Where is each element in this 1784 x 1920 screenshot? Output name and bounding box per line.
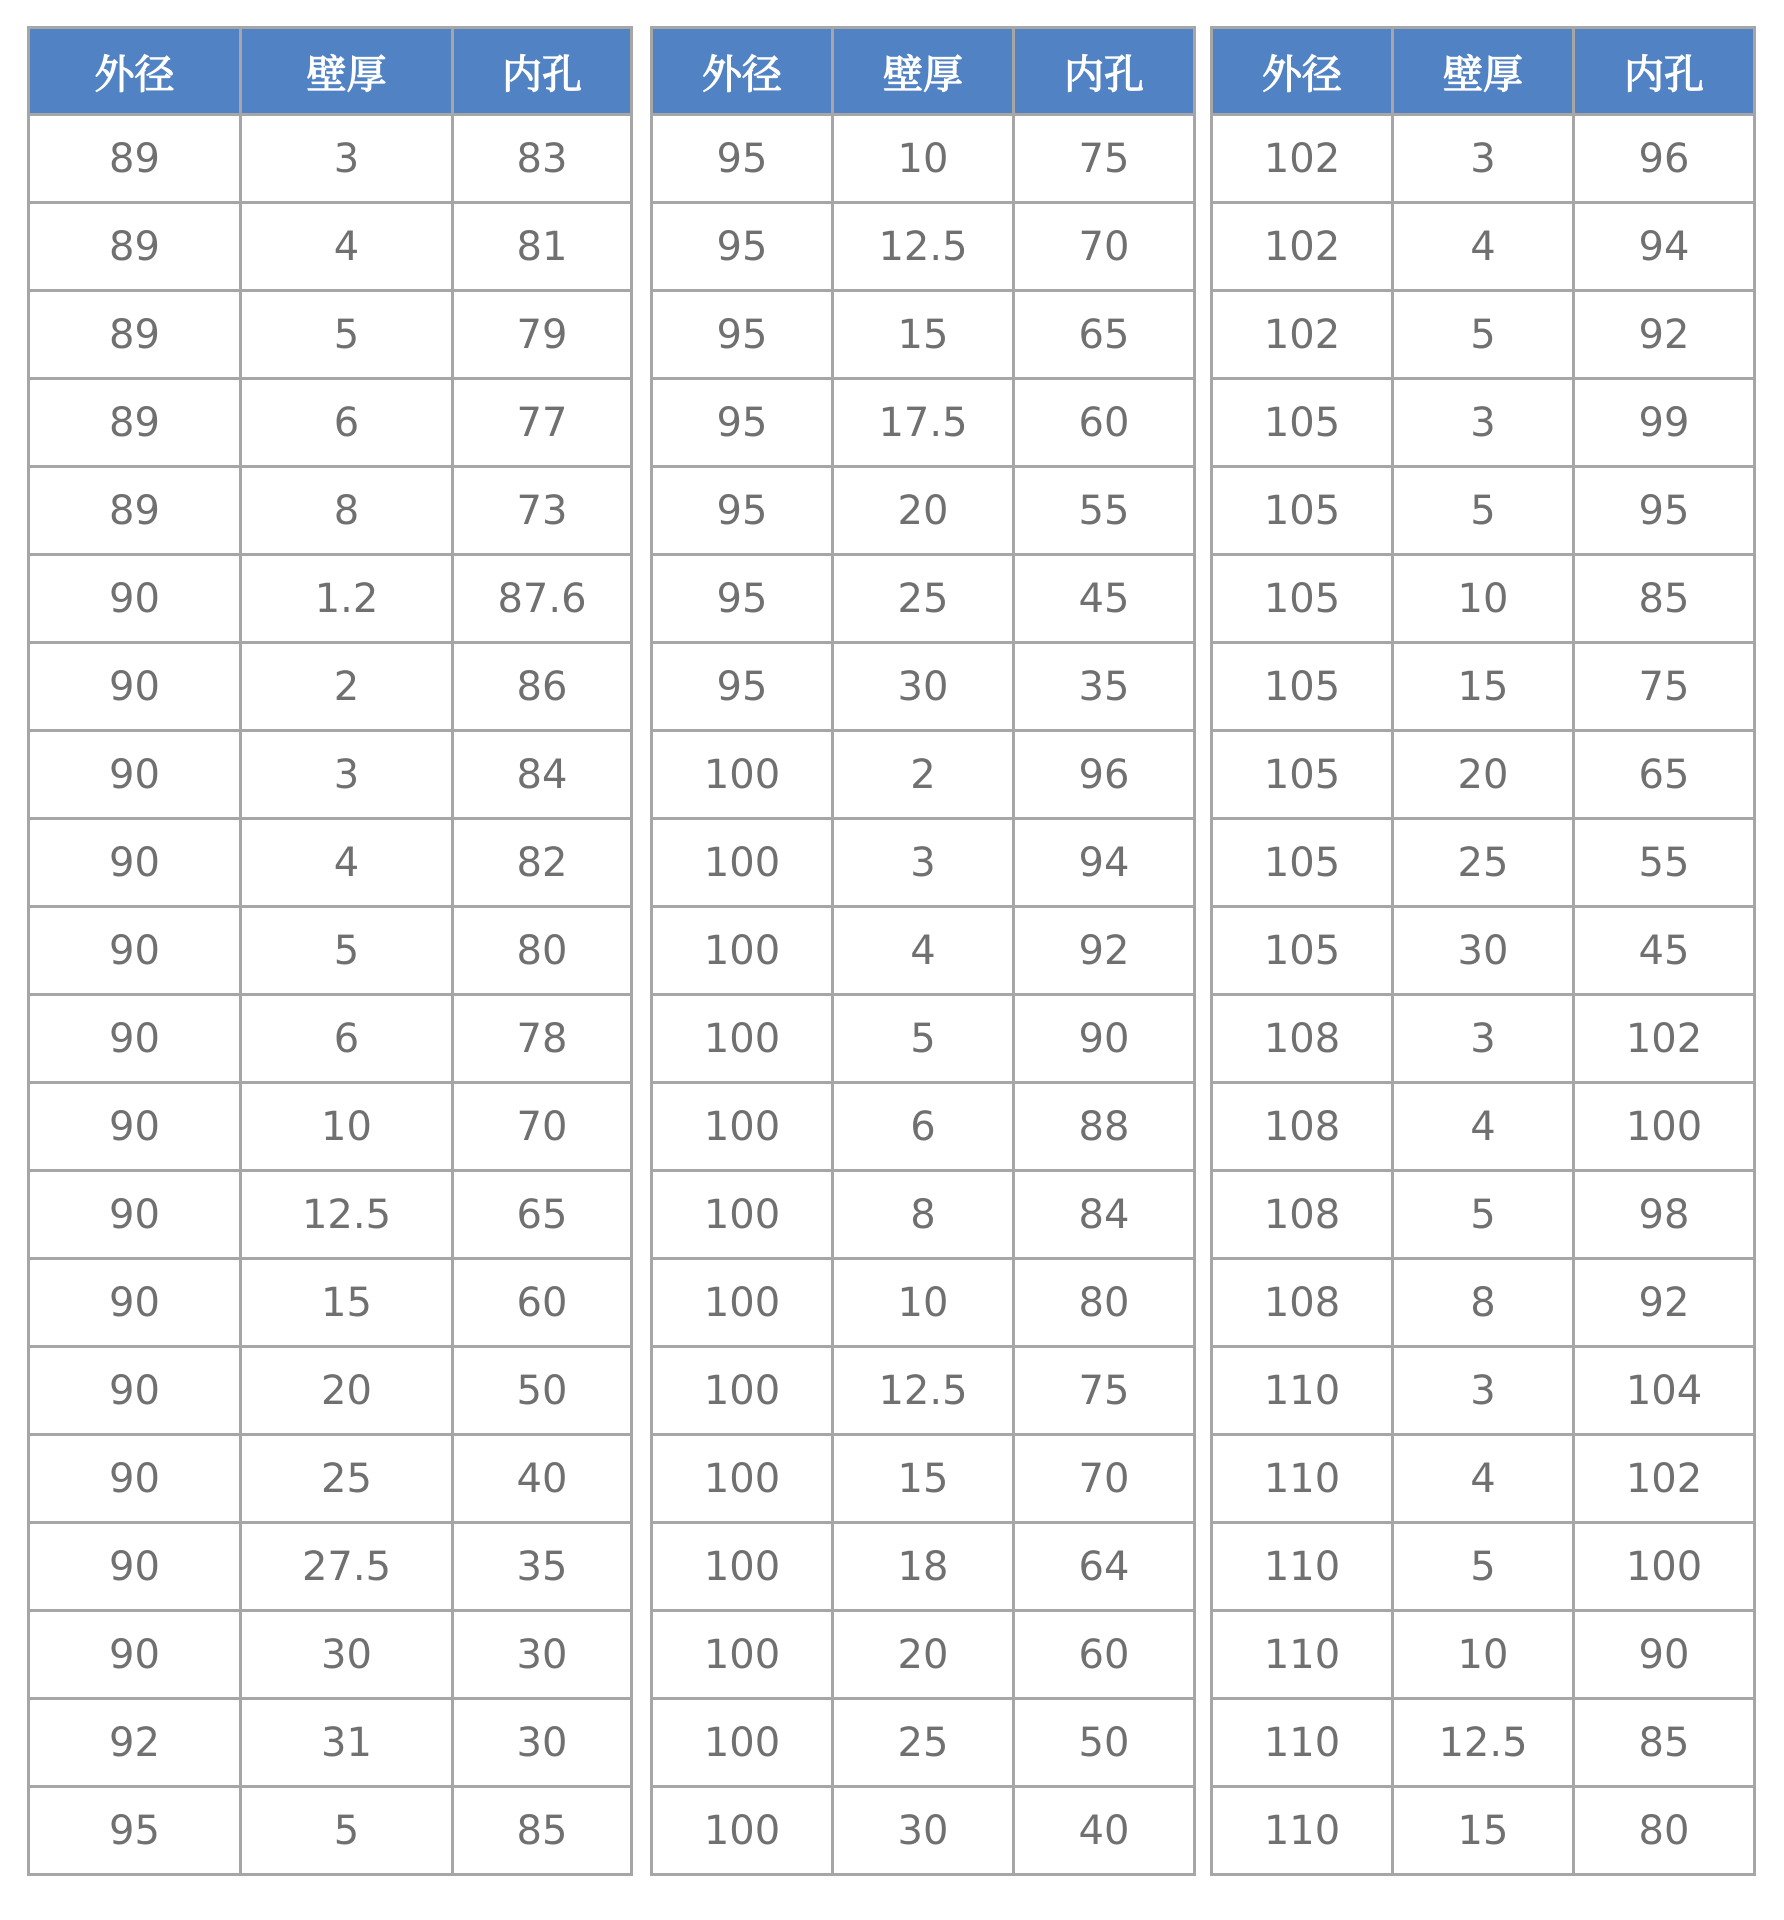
cell-inner-hole: 30 (453, 1611, 632, 1699)
cell-wall-thickness: 3 (1393, 379, 1574, 467)
cell-outer-diameter: 90 (29, 731, 241, 819)
cell-inner-hole: 98 (1574, 1171, 1755, 1259)
cell-inner-hole: 94 (1574, 203, 1755, 291)
table-row (652, 467, 1195, 555)
cell-wall-thickness: 15 (241, 1259, 453, 1347)
cell-inner-hole: 86 (453, 643, 632, 731)
table-row (652, 379, 1195, 467)
cell-inner-hole: 75 (1574, 643, 1755, 731)
cell-outer-diameter: 100 (652, 907, 833, 995)
cell-outer-diameter: 95 (652, 467, 833, 555)
table-row (1212, 819, 1755, 907)
cell-wall-thickness: 25 (833, 555, 1014, 643)
table-row (1212, 907, 1755, 995)
cell-wall-thickness: 12.5 (241, 1171, 453, 1259)
header-wall-thickness: 壁厚 (833, 28, 1014, 115)
table-row (1212, 203, 1755, 291)
cell-inner-hole: 65 (1014, 291, 1195, 379)
cell-outer-diameter: 90 (29, 643, 241, 731)
cell-outer-diameter: 110 (1212, 1523, 1393, 1611)
table-row (1212, 1787, 1755, 1875)
cell-wall-thickness: 6 (241, 379, 453, 467)
cell-outer-diameter: 90 (29, 995, 241, 1083)
cell-wall-thickness: 8 (833, 1171, 1014, 1259)
cell-outer-diameter: 100 (652, 1171, 833, 1259)
table-row (1212, 1259, 1755, 1347)
cell-wall-thickness: 15 (1393, 643, 1574, 731)
table-row (29, 203, 632, 291)
table-row (1212, 555, 1755, 643)
table-row (652, 1083, 1195, 1171)
cell-outer-diameter: 100 (652, 1523, 833, 1611)
cell-wall-thickness: 1.2 (241, 555, 453, 643)
cell-wall-thickness: 8 (1393, 1259, 1574, 1347)
table-row (652, 1171, 1195, 1259)
cell-inner-hole: 75 (1014, 1347, 1195, 1435)
cell-wall-thickness: 15 (833, 1435, 1014, 1523)
cell-inner-hole: 40 (1014, 1787, 1195, 1875)
cell-wall-thickness: 12.5 (1393, 1699, 1574, 1787)
cell-outer-diameter: 110 (1212, 1347, 1393, 1435)
table-row (29, 379, 632, 467)
header-outer-diameter: 外径 (29, 28, 241, 115)
cell-wall-thickness: 4 (241, 819, 453, 907)
cell-inner-hole: 84 (1014, 1171, 1195, 1259)
cell-wall-thickness: 5 (1393, 467, 1574, 555)
cell-outer-diameter: 110 (1212, 1699, 1393, 1787)
cell-inner-hole: 45 (1014, 555, 1195, 643)
cell-wall-thickness: 5 (1393, 291, 1574, 379)
cell-wall-thickness: 3 (1393, 1347, 1574, 1435)
table-row (652, 1259, 1195, 1347)
table-row (1212, 467, 1755, 555)
table-row (29, 555, 632, 643)
table-row (29, 907, 632, 995)
table-row (652, 995, 1195, 1083)
cell-wall-thickness: 27.5 (241, 1523, 453, 1611)
cell-outer-diameter: 108 (1212, 1259, 1393, 1347)
cell-outer-diameter: 105 (1212, 467, 1393, 555)
cell-outer-diameter: 95 (29, 1787, 241, 1875)
cell-outer-diameter: 90 (29, 1171, 241, 1259)
cell-inner-hole: 79 (453, 291, 632, 379)
table-row (652, 907, 1195, 995)
cell-wall-thickness: 15 (1393, 1787, 1574, 1875)
header-wall-thickness: 壁厚 (1393, 28, 1574, 115)
table-row (29, 1611, 632, 1699)
cell-inner-hole: 35 (1014, 643, 1195, 731)
cell-outer-diameter: 95 (652, 115, 833, 203)
header-inner-hole: 内孔 (1574, 28, 1755, 115)
cell-wall-thickness: 2 (833, 731, 1014, 819)
cell-outer-diameter: 105 (1212, 643, 1393, 731)
table-row (1212, 1699, 1755, 1787)
cell-outer-diameter: 90 (29, 819, 241, 907)
cell-wall-thickness: 10 (241, 1083, 453, 1171)
table-row (29, 1787, 632, 1875)
cell-inner-hole: 102 (1574, 995, 1755, 1083)
cell-wall-thickness: 4 (241, 203, 453, 291)
cell-inner-hole: 45 (1574, 907, 1755, 995)
cell-wall-thickness: 3 (241, 115, 453, 203)
cell-inner-hole: 73 (453, 467, 632, 555)
cell-inner-hole: 81 (453, 203, 632, 291)
cell-outer-diameter: 90 (29, 1611, 241, 1699)
cell-outer-diameter: 95 (652, 379, 833, 467)
cell-outer-diameter: 105 (1212, 731, 1393, 819)
cell-outer-diameter: 95 (652, 203, 833, 291)
cell-outer-diameter: 89 (29, 203, 241, 291)
cell-wall-thickness: 18 (833, 1523, 1014, 1611)
cell-inner-hole: 87.6 (453, 555, 632, 643)
cell-outer-diameter: 102 (1212, 115, 1393, 203)
cell-wall-thickness: 6 (241, 995, 453, 1083)
cell-inner-hole: 84 (453, 731, 632, 819)
cell-wall-thickness: 20 (1393, 731, 1574, 819)
cell-wall-thickness: 4 (833, 907, 1014, 995)
cell-outer-diameter: 90 (29, 1259, 241, 1347)
table-row (1212, 115, 1755, 203)
header-inner-hole: 内孔 (453, 28, 632, 115)
cell-outer-diameter: 100 (652, 1435, 833, 1523)
table-row (29, 1523, 632, 1611)
cell-wall-thickness: 3 (1393, 995, 1574, 1083)
cell-outer-diameter: 100 (652, 1083, 833, 1171)
table-row (1212, 995, 1755, 1083)
table-row (1212, 291, 1755, 379)
table-row (1212, 1083, 1755, 1171)
cell-inner-hole: 55 (1014, 467, 1195, 555)
cell-outer-diameter: 108 (1212, 995, 1393, 1083)
cell-outer-diameter: 105 (1212, 555, 1393, 643)
cell-wall-thickness: 30 (833, 643, 1014, 731)
table-row (29, 819, 632, 907)
cell-outer-diameter: 100 (652, 1259, 833, 1347)
cell-inner-hole: 60 (1014, 379, 1195, 467)
cell-inner-hole: 85 (1574, 555, 1755, 643)
table-row (652, 1435, 1195, 1523)
table-row (652, 1699, 1195, 1787)
cell-inner-hole: 92 (1574, 291, 1755, 379)
cell-wall-thickness: 25 (1393, 819, 1574, 907)
table-row (652, 1787, 1195, 1875)
table-row (29, 291, 632, 379)
cell-outer-diameter: 108 (1212, 1171, 1393, 1259)
table-header-row (1212, 28, 1755, 115)
cell-wall-thickness: 10 (833, 115, 1014, 203)
cell-inner-hole: 78 (453, 995, 632, 1083)
cell-inner-hole: 90 (1574, 1611, 1755, 1699)
cell-inner-hole: 30 (453, 1699, 632, 1787)
table-row (1212, 643, 1755, 731)
cell-inner-hole: 85 (1574, 1699, 1755, 1787)
table-row (29, 995, 632, 1083)
table-row (29, 1259, 632, 1347)
cell-inner-hole: 40 (453, 1435, 632, 1523)
cell-inner-hole: 96 (1014, 731, 1195, 819)
cell-inner-hole: 95 (1574, 467, 1755, 555)
table-header-row (29, 28, 632, 115)
cell-inner-hole: 100 (1574, 1083, 1755, 1171)
cell-outer-diameter: 102 (1212, 203, 1393, 291)
header-outer-diameter: 外径 (652, 28, 833, 115)
cell-outer-diameter: 89 (29, 467, 241, 555)
cell-wall-thickness: 15 (833, 291, 1014, 379)
cell-outer-diameter: 100 (652, 731, 833, 819)
cell-wall-thickness: 10 (1393, 555, 1574, 643)
cell-inner-hole: 50 (453, 1347, 632, 1435)
cell-wall-thickness: 10 (1393, 1611, 1574, 1699)
cell-outer-diameter: 89 (29, 115, 241, 203)
cell-outer-diameter: 110 (1212, 1787, 1393, 1875)
table-row (29, 1171, 632, 1259)
cell-wall-thickness: 30 (833, 1787, 1014, 1875)
table-row (652, 115, 1195, 203)
cell-outer-diameter: 102 (1212, 291, 1393, 379)
table-row (652, 643, 1195, 731)
cell-inner-hole: 70 (453, 1083, 632, 1171)
header-inner-hole: 内孔 (1014, 28, 1195, 115)
table-row (652, 203, 1195, 291)
cell-inner-hole: 80 (1014, 1259, 1195, 1347)
cell-outer-diameter: 90 (29, 907, 241, 995)
cell-inner-hole: 99 (1574, 379, 1755, 467)
cell-outer-diameter: 90 (29, 1083, 241, 1171)
cell-wall-thickness: 17.5 (833, 379, 1014, 467)
cell-wall-thickness: 5 (241, 907, 453, 995)
table-row (652, 731, 1195, 819)
cell-wall-thickness: 5 (833, 995, 1014, 1083)
cell-outer-diameter: 110 (1212, 1435, 1393, 1523)
table-row (1212, 731, 1755, 819)
cell-wall-thickness: 31 (241, 1699, 453, 1787)
header-wall-thickness: 壁厚 (241, 28, 453, 115)
cell-inner-hole: 104 (1574, 1347, 1755, 1435)
cell-inner-hole: 92 (1014, 907, 1195, 995)
cell-inner-hole: 100 (1574, 1523, 1755, 1611)
cell-wall-thickness: 20 (833, 1611, 1014, 1699)
cell-wall-thickness: 12.5 (833, 1347, 1014, 1435)
cell-inner-hole: 96 (1574, 115, 1755, 203)
table-row (29, 1699, 632, 1787)
cell-wall-thickness: 2 (241, 643, 453, 731)
spec-table-1 (27, 26, 633, 1876)
cell-inner-hole: 94 (1014, 819, 1195, 907)
cell-outer-diameter: 100 (652, 1611, 833, 1699)
cell-outer-diameter: 110 (1212, 1611, 1393, 1699)
cell-inner-hole: 55 (1574, 819, 1755, 907)
cell-outer-diameter: 105 (1212, 819, 1393, 907)
cell-inner-hole: 35 (453, 1523, 632, 1611)
cell-inner-hole: 85 (453, 1787, 632, 1875)
table-row (29, 1083, 632, 1171)
cell-wall-thickness: 6 (833, 1083, 1014, 1171)
cell-wall-thickness: 20 (241, 1347, 453, 1435)
cell-inner-hole: 75 (1014, 115, 1195, 203)
cell-inner-hole: 92 (1574, 1259, 1755, 1347)
cell-outer-diameter: 89 (29, 291, 241, 379)
cell-wall-thickness: 30 (1393, 907, 1574, 995)
table-row (29, 1347, 632, 1435)
cell-outer-diameter: 100 (652, 1347, 833, 1435)
cell-inner-hole: 70 (1014, 1435, 1195, 1523)
table-row (1212, 1347, 1755, 1435)
cell-outer-diameter: 108 (1212, 1083, 1393, 1171)
cell-wall-thickness: 3 (241, 731, 453, 819)
cell-inner-hole: 82 (453, 819, 632, 907)
cell-outer-diameter: 90 (29, 1435, 241, 1523)
table-row (29, 1435, 632, 1523)
table-row (652, 1347, 1195, 1435)
spec-table-3 (1210, 26, 1756, 1876)
header-outer-diameter: 外径 (1212, 28, 1393, 115)
cell-wall-thickness: 5 (241, 1787, 453, 1875)
table-row (29, 115, 632, 203)
cell-wall-thickness: 5 (1393, 1171, 1574, 1259)
cell-outer-diameter: 90 (29, 1347, 241, 1435)
cell-wall-thickness: 20 (833, 467, 1014, 555)
table-row (1212, 1171, 1755, 1259)
table-row (1212, 1435, 1755, 1523)
table-header-row (652, 28, 1195, 115)
cell-outer-diameter: 90 (29, 1523, 241, 1611)
cell-inner-hole: 88 (1014, 1083, 1195, 1171)
cell-wall-thickness: 30 (241, 1611, 453, 1699)
table-row (652, 819, 1195, 907)
cell-outer-diameter: 105 (1212, 379, 1393, 467)
cell-outer-diameter: 95 (652, 555, 833, 643)
cell-outer-diameter: 100 (652, 995, 833, 1083)
cell-wall-thickness: 4 (1393, 1083, 1574, 1171)
cell-inner-hole: 60 (1014, 1611, 1195, 1699)
cell-outer-diameter: 100 (652, 1699, 833, 1787)
cell-inner-hole: 102 (1574, 1435, 1755, 1523)
cell-outer-diameter: 100 (652, 819, 833, 907)
cell-inner-hole: 65 (453, 1171, 632, 1259)
table-row (29, 643, 632, 731)
cell-wall-thickness: 12.5 (833, 203, 1014, 291)
cell-wall-thickness: 3 (1393, 115, 1574, 203)
cell-inner-hole: 90 (1014, 995, 1195, 1083)
cell-inner-hole: 65 (1574, 731, 1755, 819)
table-row (652, 1523, 1195, 1611)
cell-outer-diameter: 100 (652, 1787, 833, 1875)
cell-inner-hole: 50 (1014, 1699, 1195, 1787)
cell-inner-hole: 77 (453, 379, 632, 467)
cell-wall-thickness: 4 (1393, 1435, 1574, 1523)
cell-outer-diameter: 95 (652, 291, 833, 379)
cell-outer-diameter: 92 (29, 1699, 241, 1787)
cell-inner-hole: 60 (453, 1259, 632, 1347)
table-row (29, 731, 632, 819)
spec-table-2 (650, 26, 1196, 1876)
cell-inner-hole: 70 (1014, 203, 1195, 291)
cell-wall-thickness: 5 (241, 291, 453, 379)
cell-outer-diameter: 90 (29, 555, 241, 643)
cell-wall-thickness: 5 (1393, 1523, 1574, 1611)
cell-wall-thickness: 25 (833, 1699, 1014, 1787)
cell-outer-diameter: 89 (29, 379, 241, 467)
cell-wall-thickness: 8 (241, 467, 453, 555)
table-row (1212, 379, 1755, 467)
table-row (29, 467, 632, 555)
cell-outer-diameter: 105 (1212, 907, 1393, 995)
table-row (1212, 1611, 1755, 1699)
cell-outer-diameter: 95 (652, 643, 833, 731)
table-row (652, 291, 1195, 379)
table-row (652, 1611, 1195, 1699)
cell-inner-hole: 80 (1574, 1787, 1755, 1875)
cell-inner-hole: 64 (1014, 1523, 1195, 1611)
cell-wall-thickness: 3 (833, 819, 1014, 907)
cell-wall-thickness: 25 (241, 1435, 453, 1523)
table-row (652, 555, 1195, 643)
cell-wall-thickness: 10 (833, 1259, 1014, 1347)
cell-inner-hole: 80 (453, 907, 632, 995)
cell-wall-thickness: 4 (1393, 203, 1574, 291)
cell-inner-hole: 83 (453, 115, 632, 203)
table-row (1212, 1523, 1755, 1611)
